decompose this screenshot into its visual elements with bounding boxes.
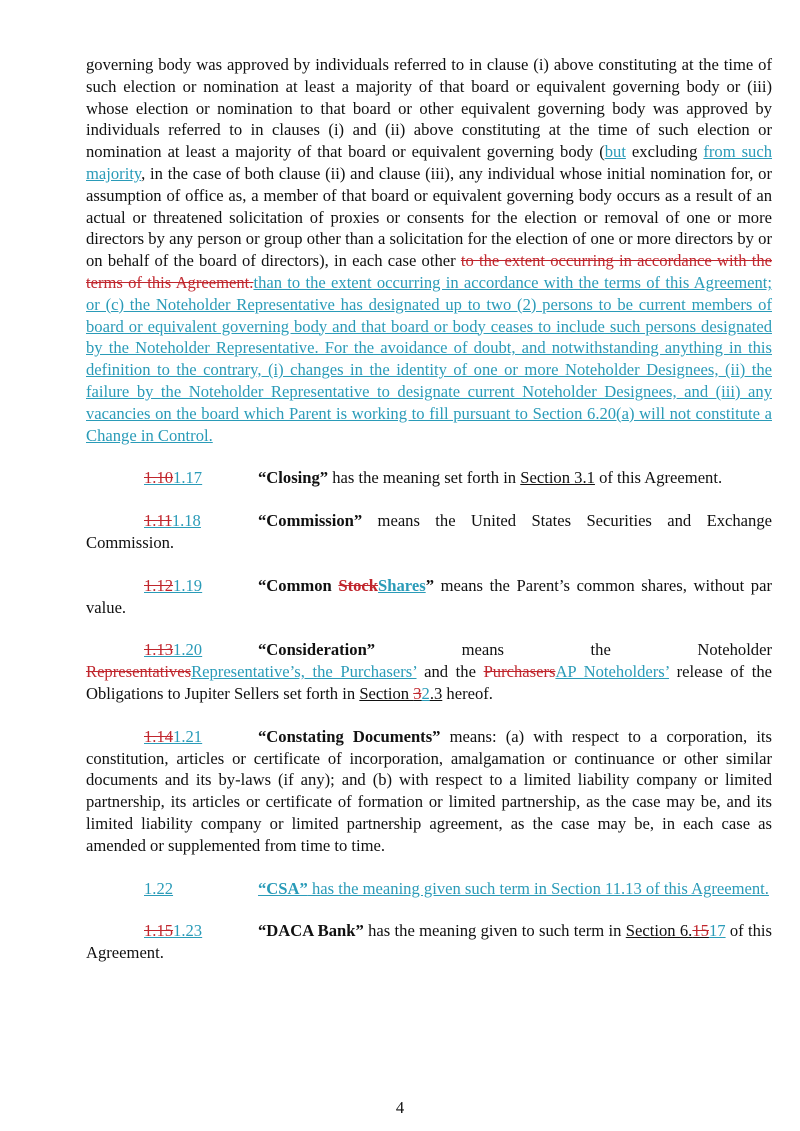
definition-closing [86,467,772,489]
body-text: means the Noteholder [375,640,772,660]
inserted-number: 1.23 [173,921,203,941]
ref-part: .3 [429,683,443,703]
inserted-number: 1.19 [173,575,203,595]
body-text: and the [416,662,484,682]
definition-constating-documents [86,726,772,857]
section-number: 1.22 [144,878,174,898]
deleted-number: 1.15 [144,921,174,941]
body-text: excluding [625,142,704,162]
deleted-text: Representatives [86,662,192,682]
inserted-text: AP Noteholders’ [555,662,670,682]
deleted-text: 15 [692,921,709,941]
inserted-number: 1.18 [171,511,201,531]
inserted-number: 1.20 [173,640,203,660]
body-text: means the Parent’s common shares, without par value. [86,575,772,617]
body-text: , in the case of both clause (ii) and clause (iii), any individual whose initial nomination for, or assumption of office as, a member of that board or equivalent governing body occurs as a result of an actual or threatened solicitation of proxies or consents for the election or removal of one or more directors by any person or group other than a solicitation for the election of one or more directors by or on behalf of the board of directors), in each case other [86,163,772,271]
defined-term [258,576,434,595]
deleted-text: Stock [338,575,379,595]
deleted-text: to the extent occurring in accordance with the terms of this Agreement. [86,251,772,292]
body-text: governing body was approved by individuals referred to in clause (i) above constituting at the time of such election or nomination at least a majority of that board or equivalent governing body or (iii) whose election or nomination to that board or other equivalent governing body was approved by individuals referred to in clauses (i) and (ii) above constituting at the time of such election or nomination at least a majority of that board or equivalent governing body ( [86,55,772,162]
deleted-text: 3 [413,683,422,703]
body-text: means the United States Securities and Exchange Commission. [86,511,772,552]
ref-part: Section 6. [625,921,693,941]
section-number [144,726,258,748]
body-text: of this Agreement. [594,468,723,488]
deleted-number: 1.13 [144,640,174,660]
defined-term: “Commission” [258,511,363,531]
defined-term: “DACA Bank” [258,921,364,941]
section-reference: Section 3.1 [520,468,595,488]
term-open: “Common [258,575,339,595]
defined-term: “CSA” [258,878,308,898]
inserted-number: 1.21 [173,726,203,746]
section-number [144,510,258,532]
ref-part: Section [359,683,414,703]
body-text: of this Agreement. [86,921,772,963]
section-reference [626,921,726,940]
deleted-number: 1.11 [144,511,172,531]
inserted-text: Shares [378,575,426,595]
inserted-text: than to the extent occurring in accordance with the terms of this Agreement; or (c) the Noteholder Representative has designated up to two (2) persons to be current members of board or equivalent governing body and that board or body ceases to include such persons designated by the Noteholder Representative. For the avoidance of doubt, and notwithstanding anything in this definition to the contrary, (i) changes in the identity of one or more Noteholder Designees, (ii) the failure by the Noteholder Representative to designate current Noteholder Designees, and (iii) any vacancies on the board which Parent is working to fill pursuant to Section 6.20(a) will not constitute a Change in Control. [86,272,773,445]
section-number [144,920,258,942]
defined-term: “Closing” [258,468,329,488]
deleted-text: Purchasers [483,662,556,682]
section-number [144,467,258,489]
inserted-text: 2 [421,683,430,703]
inserted-number: 1.17 [173,468,203,488]
deleted-number: 1.10 [144,468,174,488]
definition-consideration [86,639,772,704]
section-reference [359,684,442,703]
inserted-text: 17 [708,921,726,941]
inserted-text: Representative’s, the Purchasers’ [191,662,417,682]
inserted-text: from such majority [86,142,773,183]
page-number: 4 [395,1098,405,1117]
body-text: release of the Obligations to Jupiter Sellers set forth in [86,662,772,703]
term-close: ” [425,575,434,595]
defined-term: “Consideration” [258,640,376,660]
deleted-number: 1.12 [144,575,174,595]
definition-common-shares [86,575,772,619]
defined-term: “Constating Documents” [258,726,441,746]
definition-daca-bank [86,920,772,964]
definition-csa [86,878,772,900]
section-number [144,639,258,661]
inserted-text: but [604,142,626,162]
deleted-number: 1.14 [144,726,174,746]
document-page [86,54,772,964]
section-number [144,575,258,597]
change-in-control-continuation [86,54,772,446]
body-text: has the meaning given such term in Section 11.13 of this Agreement. [307,878,769,898]
body-text: has the meaning set forth in [328,468,521,488]
body-text: means: (a) with respect to a corporation, its constitution, articles or certificate of incorporation, amalgamation or continuance or other similar documents and its by-laws (if any); and (b) with respect to a limited liability company or limited partnership, its articles or certificate of formation or limited partnership, as the case may be, and its limited liability company or limited partnership agreement, as the case may be, in each case as amended or supplemented from time to time. [86,726,772,855]
body-text: hereof. [442,683,493,703]
body-text: has the meaning given to such term in [363,921,626,941]
inserted-definition [144,879,769,898]
definition-commission [86,510,772,554]
